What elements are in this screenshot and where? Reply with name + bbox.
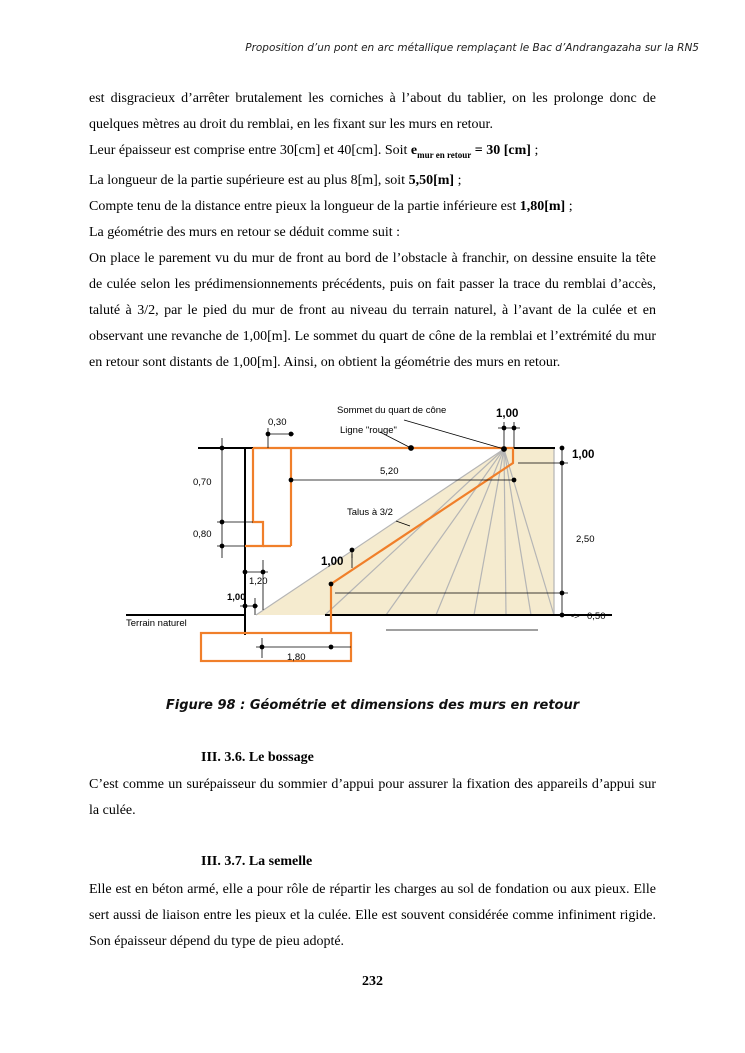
section-title-bossage: III. 3.6. Le bossage — [201, 750, 314, 765]
intro-paragraphs — [89, 86, 656, 376]
dim-080: 0,80 — [193, 529, 212, 540]
figure-caption: Figure 98 : Géométrie et dimensions des murs en retour — [165, 698, 580, 713]
dim-250: 2,50 — [576, 534, 595, 545]
label-sommet: Sommet du quart de cône — [337, 405, 447, 416]
dim-050: 0,50 — [587, 611, 606, 622]
talus-fill — [256, 449, 554, 615]
dim-070: 0,70 — [193, 477, 212, 488]
dim-180: 1,80 — [287, 652, 306, 663]
label-ligne-rouge: Ligne "rouge" — [340, 425, 397, 436]
dim-520: 5,20 — [380, 466, 399, 477]
intro-line-3: La longueur de la partie supérieure est au plus 8[m], soit 5,50[m] ; — [89, 172, 462, 188]
intro-line-2: Leur épaisseur est comprise entre 30[cm] et 40[cm]. Soit $e_{mur en retour} = 30$ [cm] ; — [89, 143, 539, 160]
intro-line-6: On place le parement vu du mur de front au bord de l’obstacle à franchir, on dessine ensuite la tête de culée selon les prédimensionnements précédents, puis on fait passer la trace du remblai d’accès, taluté à 3/2, par le pied du mur de front au niveau du terrain naturel, à l’avant de la culée et en observant une revanche de 1,00[m]. Le sommet du quart de cône de la remblai et l’extrémité du mur en retour sont distants de 1,00[m]. Ainsi, on obtient la géométrie des murs en retour. — [89, 250, 656, 370]
intro-line-5: La géométrie des murs en retour se déduit comme suit : — [89, 224, 401, 240]
page-number: 232 — [362, 974, 383, 989]
section-text-semelle: Elle est en béton armé, elle a pour rôle de répartir les charges au sol de fondation ou aux pieux. Elle sert aussi de liaison entre les pieux et la culée. Elle est souvent considérée comme infiniment rigide. Son épaisseur dépend du type de pieu adopté. — [89, 882, 656, 949]
running-header: Proposition d’un pont en arc métallique remplaçant le Bac d’Andrangazaha sur la RN5 — [245, 42, 699, 54]
dim-100-top: 1,00 — [496, 408, 519, 420]
dim-030: 0,30 — [268, 417, 287, 428]
intro-line-1: est disgracieux d’arrêter brutalement les corniches à l’about du tablier, on les prolonge donc de quelques mètres au droit du remblai, en les fixant sur les murs en retour. — [89, 91, 656, 132]
retaining-wall-diagram — [118, 398, 618, 668]
intro-line-4: Compte tenu de la distance entre pieux la longueur de la partie inférieure est 1,80[m] ; — [89, 198, 573, 214]
dim-120: 1,20 — [249, 576, 268, 587]
arrow-050: -> — [571, 611, 580, 622]
label-terrain: Terrain naturel — [126, 618, 187, 629]
section-text-bossage: C’est comme un surépaisseur du sommier d’appui pour assurer la fixation des appareils d’appui sur la culée. — [89, 777, 656, 818]
dim-100-right: 1,00 — [572, 449, 595, 461]
dim-100-left: 1,00 — [227, 592, 246, 603]
dim-100-mid: 1,00 — [321, 556, 344, 568]
label-talus: Talus à 3/2 — [347, 507, 393, 518]
section-title-semelle: III. 3.7. La semelle — [201, 854, 313, 869]
